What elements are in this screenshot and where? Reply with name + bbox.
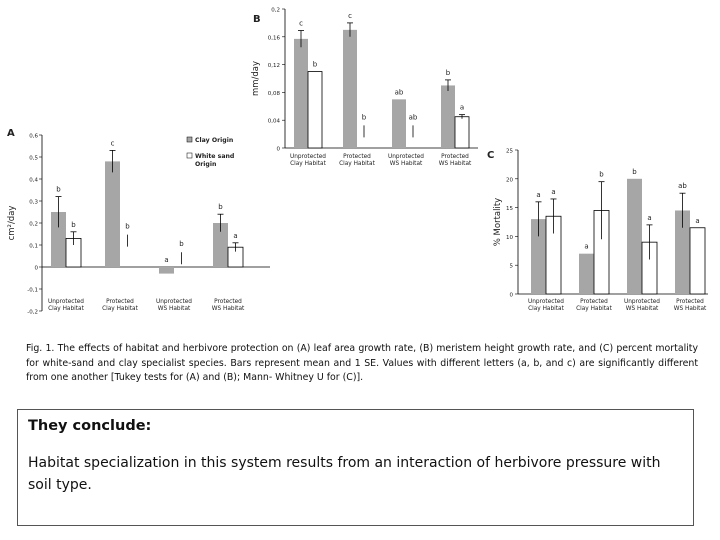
panel-a-y-tick-label: -0,2 — [27, 309, 38, 316]
panel-b-clay-origin-bar — [441, 85, 455, 148]
panel-b-significance-letter: c — [348, 11, 352, 20]
panel-b-significance-letter: ab — [408, 113, 418, 122]
panel-a-legend-label-white-sand: White sand — [195, 153, 235, 160]
panel-a-legend-label-clay: Clay Origin — [195, 137, 234, 144]
panel-c-significance-letter: a — [584, 242, 589, 251]
panel-c-category-label: WS Habitat — [673, 306, 707, 312]
panel-b-significance-letter: b — [445, 68, 451, 77]
panel-c-significance-letter: b — [599, 170, 604, 179]
panel-b-white-sand-origin-bar — [308, 72, 322, 148]
panel-a-y-tick-label: 0 — [34, 265, 38, 272]
panel-a-y-tick-label: 0,3 — [29, 199, 38, 206]
panel-b-y-tick-label: 0,04 — [267, 118, 280, 125]
panel-c-y-tick-label: 20 — [506, 177, 513, 184]
panel-b-category-label: Protected — [441, 154, 469, 160]
panel-a-category-label: WS Habitat — [157, 306, 191, 312]
panel-b-y-tick-label: 0,2 — [271, 7, 280, 14]
panel-c-category-label: Unprotected — [528, 299, 564, 305]
panel-a-category-label: Clay Habitat — [102, 306, 138, 312]
panel-c-category-label: WS Habitat — [625, 306, 659, 312]
panel-c-label: C — [487, 150, 495, 161]
panel-c-significance-letter: a — [536, 190, 541, 199]
panel-b-clay-origin-bar — [392, 99, 406, 148]
panel-b-y-tick-label: 0,12 — [267, 63, 280, 70]
panel-c-y-tick-label: 5 — [509, 263, 513, 270]
panel-a-legend-swatch-white-sand — [187, 153, 192, 158]
panel-b-clay-origin-bar — [294, 39, 308, 148]
panel-b-category-label: WS Habitat — [389, 161, 423, 167]
panel-b-category-label: Protected — [343, 154, 371, 160]
panel-c-y-tick-label: 25 — [506, 148, 513, 155]
panel-c-significance-letter: a — [695, 216, 700, 225]
panel-a-legend-swatch-clay — [187, 137, 192, 142]
panel-a-category-label: Unprotected — [156, 299, 192, 305]
panel-c-category-label: Clay Habitat — [576, 306, 612, 312]
panel-b-significance-letter: b — [361, 113, 367, 122]
panel-b-white-sand-origin-bar — [455, 117, 469, 148]
panel-a-y-tick-label: 0,6 — [29, 133, 38, 140]
panel-b-y-tick-label: 0,08 — [267, 90, 280, 97]
panel-c-category-label: Clay Habitat — [528, 306, 564, 312]
panel-a-y-axis-title: cm²/day — [7, 205, 17, 241]
panel-b-category-label: Clay Habitat — [339, 161, 375, 167]
panel-a-y-tick-label: 0,2 — [29, 221, 38, 228]
panel-a-category-label: WS Habitat — [211, 306, 245, 312]
panel-a-category-label: Protected — [106, 299, 134, 305]
panel-b-category-label: Unprotected — [388, 154, 424, 160]
panel-a-legend-label-white-sand: Origin — [195, 161, 217, 168]
panel-c-significance-letter: ab — [678, 182, 687, 191]
panel-b-y-tick-label: 0,16 — [267, 35, 280, 42]
panel-b-significance-letter: b — [312, 60, 318, 69]
panel-c-y-tick-label: 0 — [509, 292, 513, 299]
panel-a-category-label: Clay Habitat — [48, 306, 84, 312]
panel-b-significance-letter: c — [299, 19, 303, 28]
panel-a-y-tick-label: -0,1 — [27, 287, 38, 294]
panel-a-clay-origin-bar — [159, 267, 174, 274]
panel-b-significance-letter: a — [459, 103, 465, 112]
panel-b-y-axis-title: mm/day — [251, 60, 261, 97]
panel-a-significance-letter: b — [71, 220, 76, 229]
panel-c-category-label: Protected — [676, 299, 704, 305]
panel-b-y-tick-label: 0 — [276, 146, 280, 153]
panel-c-white-sand-origin-bar — [690, 228, 705, 294]
panel-b-significance-letter: ab — [394, 88, 404, 97]
panel-a-y-tick-label: 0,4 — [29, 177, 38, 184]
panel-c-category-label: Unprotected — [624, 299, 660, 305]
panel-c-significance-letter: b — [632, 167, 637, 176]
panel-a-category-label: Unprotected — [48, 299, 84, 305]
panel-c-clay-origin-bar — [579, 254, 594, 294]
panel-a-y-tick-label: 0,5 — [29, 155, 38, 162]
panel-b-category-label: Unprotected — [290, 154, 326, 160]
conclusion-box — [17, 409, 694, 526]
panel-b-category-label: Clay Habitat — [290, 161, 326, 167]
panel-b-clay-origin-bar — [343, 30, 357, 148]
panel-a-y-tick-label: 0,1 — [29, 243, 38, 250]
panel-b-label: B — [253, 14, 261, 25]
figure-caption: Fig. 1. The effects of habitat and herbivore protection on (A) leaf area growth rate, (B) meristem height growth rate, and (C) percent mortality for white-sand and clay specialist species. Bars represent mean and 1 SE. Values with different letters (a, b, and c) are significantly different from one another [Tukey tests for (A) and (B); Mann- Whitney U for (C)]. — [26, 343, 698, 383]
panel-c-significance-letter: a — [551, 187, 556, 196]
panel-a-significance-letter: a — [164, 256, 169, 264]
panel-a-significance-letter: a — [233, 231, 238, 240]
panel-a-significance-letter: b — [56, 185, 61, 194]
panel-a-label: A — [7, 128, 15, 139]
panel-a-category-label: Protected — [214, 299, 242, 305]
panel-a-significance-letter: b — [179, 240, 184, 249]
panel-c-category-label: Protected — [580, 299, 608, 305]
panel-b-category-label: WS Habitat — [438, 161, 472, 167]
panel-c-significance-letter: a — [647, 213, 652, 222]
conclusion-heading: They conclude: — [28, 418, 152, 434]
panel-a-significance-letter: c — [110, 139, 115, 148]
panel-a-significance-letter: b — [125, 222, 130, 231]
panel-c-clay-origin-bar — [627, 179, 642, 294]
panel-c-y-axis-title: % Mortality — [493, 197, 503, 247]
panel-a-significance-letter: b — [218, 203, 223, 212]
conclusion-text: Habitat specialization in this system results from an interaction of herbivore pressure with soil type. — [28, 455, 661, 493]
panel-a-clay-origin-bar — [105, 161, 120, 267]
panel-c-y-tick-label: 10 — [506, 234, 513, 241]
panel-c-y-tick-label: 15 — [506, 206, 513, 213]
